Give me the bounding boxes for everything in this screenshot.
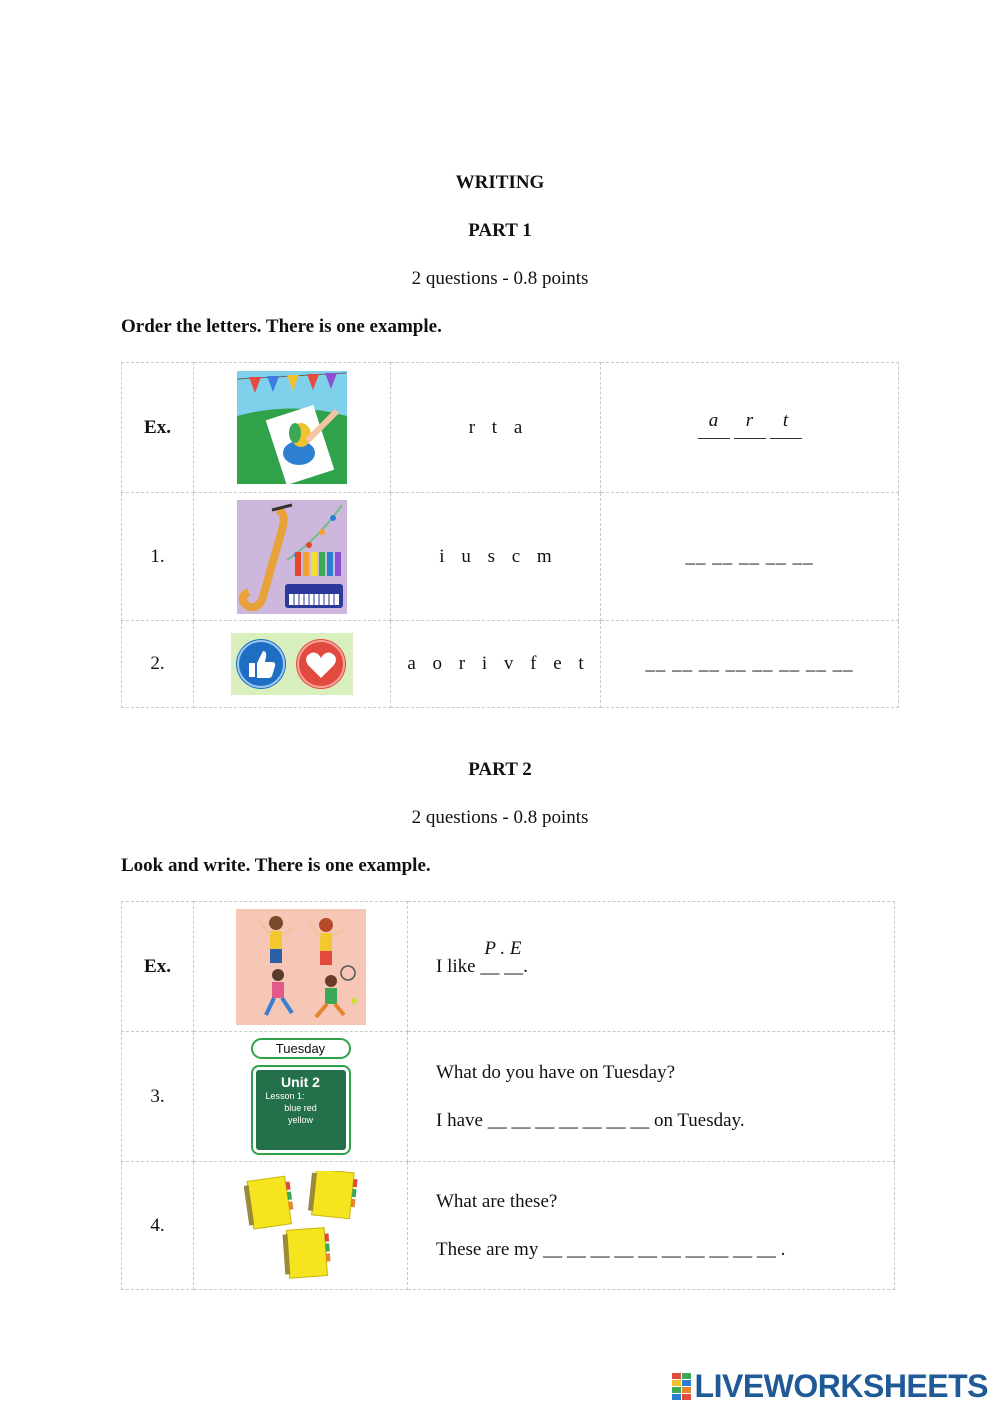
answer-input[interactable]: I have __ __ __ __ __ __ __ on Tuesday. bbox=[436, 1109, 745, 1131]
board-tag: Tuesday bbox=[251, 1038, 351, 1059]
table-row bbox=[122, 621, 899, 708]
tuesday-blackboard-picture bbox=[194, 1032, 408, 1162]
row-label: 2. bbox=[122, 621, 194, 708]
part1-instruction: Order the letters. There is one example. bbox=[121, 316, 442, 337]
part2-table bbox=[121, 901, 895, 1290]
table-row bbox=[122, 363, 899, 493]
part1-meta: 2 questions - 0.8 points bbox=[411, 268, 589, 289]
row-label: Ex. bbox=[122, 363, 194, 493]
musical-instruments-picture bbox=[194, 493, 391, 621]
example-sentence: I like P . E __ __. bbox=[408, 902, 895, 1032]
part1-heading: PART 1 bbox=[468, 220, 532, 241]
example-answer: P . E __ __ bbox=[480, 937, 524, 977]
board-line: blue red bbox=[284, 1103, 317, 1113]
answer-input[interactable]: __ __ __ __ __ __ __ __ bbox=[601, 621, 899, 708]
part2-instruction: Look and write. There is one example. bbox=[121, 855, 431, 876]
table-row bbox=[122, 1032, 895, 1162]
answer-blank: r bbox=[734, 416, 766, 439]
row-label: 1. bbox=[122, 493, 194, 621]
liveworksheets-logo bbox=[672, 1368, 988, 1405]
question-text: What do you have on Tuesday? bbox=[436, 1061, 676, 1083]
board-line: yellow bbox=[287, 1115, 313, 1125]
row-label: 3. bbox=[122, 1032, 194, 1162]
scrambled-letters: a o r i v f e t bbox=[391, 621, 601, 708]
like-heart-icons-picture bbox=[194, 621, 391, 708]
answer-input[interactable]: These are my __ __ __ __ __ __ __ __ __ __ . bbox=[436, 1238, 786, 1260]
row-label: Ex. bbox=[122, 902, 194, 1032]
board-title: Unit 2 bbox=[281, 1074, 320, 1090]
part2-meta: 2 questions - 0.8 points bbox=[411, 807, 589, 828]
table-row bbox=[122, 902, 895, 1032]
board-line: Lesson 1: bbox=[265, 1091, 305, 1101]
part1-table bbox=[121, 362, 899, 708]
painting-art-picture bbox=[194, 363, 391, 493]
table-row bbox=[122, 493, 899, 621]
notebooks-picture bbox=[194, 1162, 408, 1290]
answer-input[interactable]: __ __ __ __ __ bbox=[601, 493, 899, 621]
part2-heading: PART 2 bbox=[468, 759, 532, 780]
answer-blank: t bbox=[770, 416, 802, 439]
question-text: What are these? bbox=[436, 1190, 558, 1212]
children-exercising-picture bbox=[194, 902, 408, 1032]
answer-blank: a bbox=[698, 416, 730, 439]
example-answer bbox=[601, 363, 899, 493]
page-title: WRITING bbox=[455, 172, 545, 193]
row-label: 4. bbox=[122, 1162, 194, 1290]
scrambled-letters: r t a bbox=[391, 363, 601, 493]
question-block bbox=[408, 1162, 895, 1290]
table-row bbox=[122, 1162, 895, 1290]
scrambled-letters: i u s c m bbox=[391, 493, 601, 621]
logo-icon bbox=[672, 1373, 691, 1400]
question-block bbox=[408, 1032, 895, 1162]
logo-text: LIVEWORKSHEETS bbox=[694, 1368, 988, 1404]
